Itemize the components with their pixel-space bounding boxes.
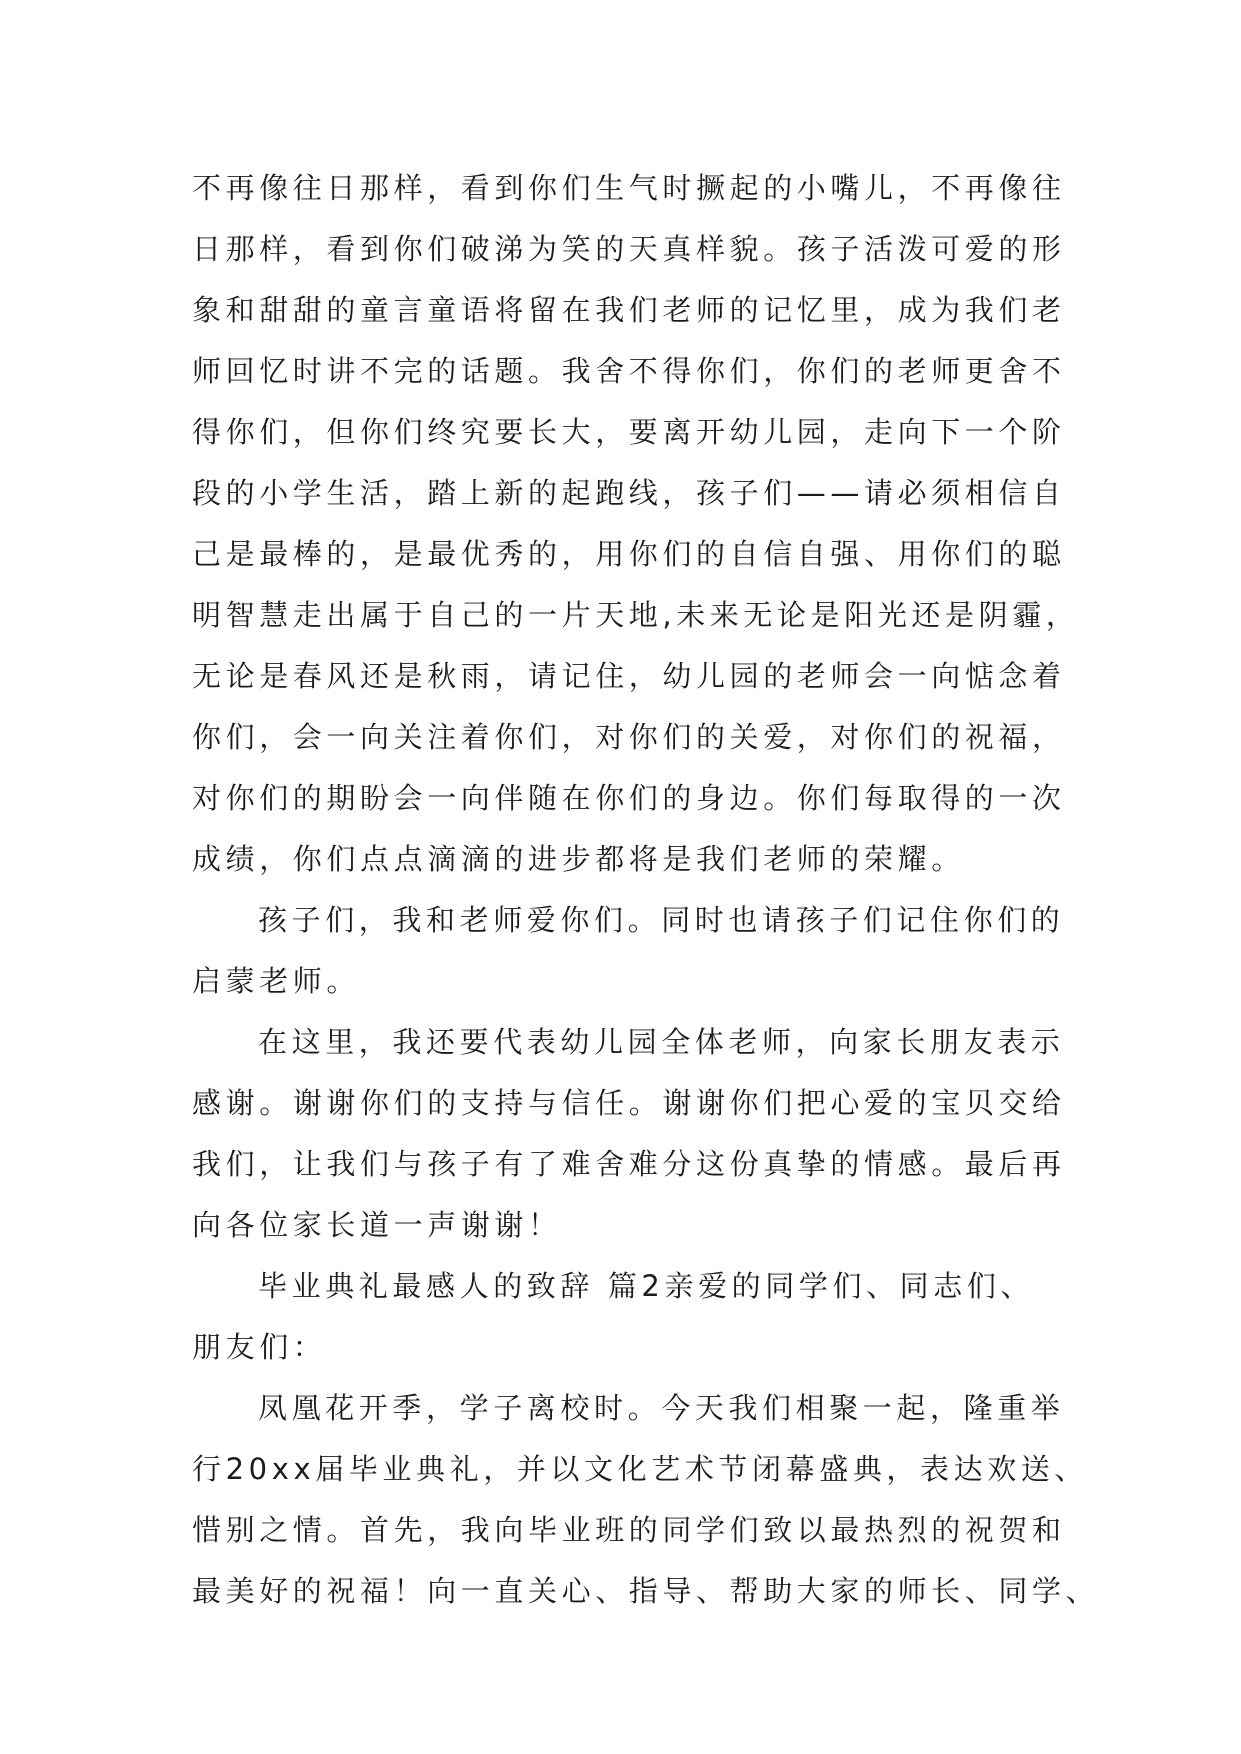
paragraph-start-line: 在这里，我还要代表幼儿园全体老师，向家长朋友表示 — [258, 1025, 1065, 1059]
section-heading-line: 毕业典礼最感人的致辞 篇2亲爱的同学们、同志们、 — [258, 1269, 1035, 1303]
text-line: 启蒙老师。 — [192, 964, 361, 998]
text-line: 己是最棒的，是最优秀的，用你们的自信自强、用你们的聪 — [192, 537, 1066, 571]
text-line: 成绩，你们点点滴滴的进步都将是我们老师的荣耀。 — [192, 842, 965, 876]
text-line: 向各位家长道一声谢谢！ — [192, 1208, 562, 1242]
text-line: 最美好的祝福！向一直关心、指导、帮助大家的师长、同学、 — [192, 1574, 1100, 1608]
text-line: 象和甜甜的童言童语将留在我们老师的记忆里，成为我们老 — [192, 293, 1066, 327]
text-line: 行20xx届毕业典礼，并以文化艺术节闭幕盛典，表达欢送、 — [192, 1452, 1089, 1486]
paragraph-start-line: 凤凰花开季，学子离校时。今天我们相聚一起，隆重举 — [258, 1391, 1065, 1425]
text-line: 我们，让我们与孩子有了难舍难分这份真挚的情感。最后再 — [192, 1147, 1066, 1181]
text-line: 朋友们： — [192, 1330, 327, 1364]
text-line: 得你们，但你们终究要长大，要离开幼儿园，走向下一个阶 — [192, 415, 1066, 449]
text-line: 惜别之情。首先，我向毕业班的同学们致以最热烈的祝贺和 — [192, 1513, 1066, 1547]
text-line: 日那样，看到你们破涕为笑的天真样貌。孩子活泼可爱的形 — [192, 232, 1066, 266]
text-line: 师回忆时讲不完的话题。我舍不得你们，你们的老师更舍不 — [192, 354, 1066, 388]
text-line: 明智慧走出属于自己的一片天地,未来无论是阳光还是阴霾， — [192, 598, 1080, 632]
text-line: 对你们的期盼会一向伴随在你们的身边。你们每取得的一次 — [192, 781, 1066, 815]
text-line: 段的小学生活，踏上新的起跑线，孩子们——请必须相信自 — [192, 476, 1066, 510]
text-line: 不再像往日那样，看到你们生气时撅起的小嘴儿，不再像往 — [192, 171, 1066, 205]
text-line: 无论是春风还是秋雨，请记住，幼儿园的老师会一向惦念着 — [192, 659, 1066, 693]
body-text — [192, 158, 1100, 1622]
text-line: 感谢。谢谢你们的支持与信任。谢谢你们把心爱的宝贝交给 — [192, 1086, 1066, 1120]
text-line: 你们，会一向关注着你们，对你们的关爱，对你们的祝福， — [192, 720, 1066, 754]
paragraph-start-line: 孩子们，我和老师爱你们。同时也请孩子们记住你们的 — [258, 903, 1065, 937]
